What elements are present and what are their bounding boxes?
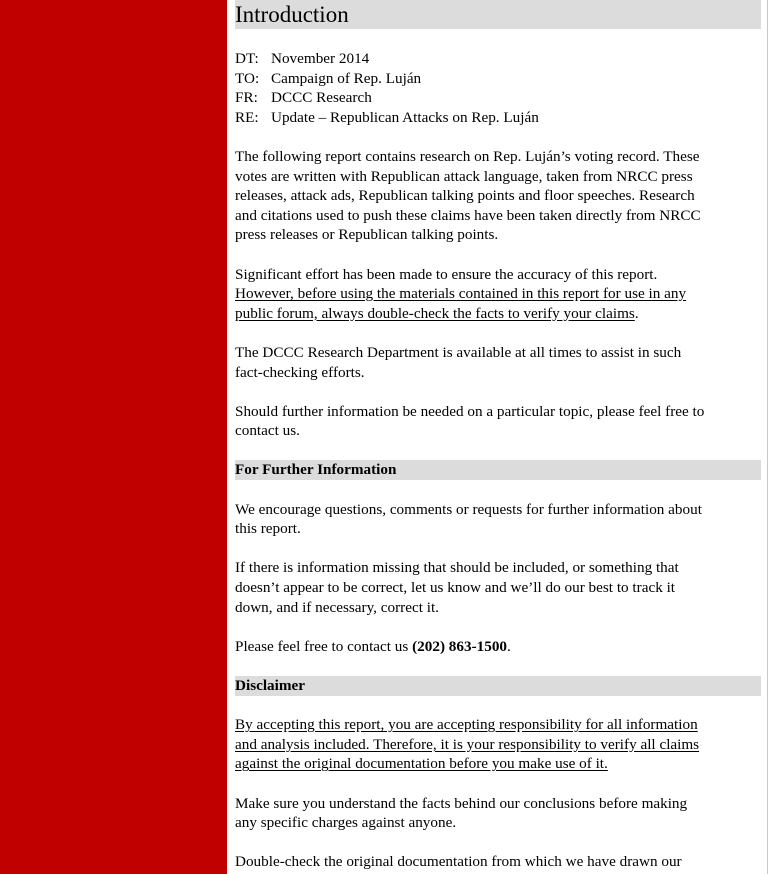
- memo-value-to[interactable]: Campaign of Rep. Luján: [271, 69, 422, 87]
- text-line: press releases or Republican talking points.: [235, 226, 499, 244]
- section-heading-further-info: For Further Information: [235, 460, 761, 480]
- memo-key-re: RE:: [235, 108, 259, 126]
- intro-paragraph-3[interactable]: [235, 343, 761, 382]
- text-line: We encourage questions, comments or requests for further information about: [235, 500, 702, 518]
- intro-paragraph-1[interactable]: [235, 147, 761, 245]
- text-line: Double-check the original documentation from which we have drawn our: [235, 853, 682, 871]
- text-line: this report.: [235, 520, 301, 538]
- memo-value-date[interactable]: November 2014: [271, 50, 370, 67]
- underlined-text-line: public forum, always double-check the facts to verify your claims: [235, 304, 635, 322]
- section-heading-introduction: Introduction: [235, 0, 761, 29]
- text-line: The DCCC Research Department is available at all times to assist in such: [235, 343, 682, 361]
- further-info-paragraph-3[interactable]: [235, 637, 761, 657]
- memo-value-from[interactable]: DCCC Research: [271, 89, 372, 107]
- intro-paragraph-4[interactable]: [235, 402, 761, 441]
- intro-paragraph-2[interactable]: [235, 265, 761, 324]
- text-line: fact-checking efforts.: [235, 363, 365, 381]
- text-period: .: [507, 637, 511, 655]
- document-content: [235, 0, 761, 872]
- memo-row-to: [235, 69, 761, 89]
- memo-key-date: DT:: [235, 50, 259, 67]
- text-line: doesn’t appear to be correct, let us know and we’ll do our best to track it: [235, 579, 676, 597]
- text-line: The following report contains research on Rep. Luján’s voting record. These: [235, 147, 700, 165]
- memo-row-re: [235, 108, 761, 128]
- text-line: down, and if necessary, correct it.: [235, 598, 439, 616]
- text-line: Make sure you understand the facts behind our conclusions before making: [235, 794, 688, 812]
- text-line: votes are written with Republican attack language, taken from NRCC press: [235, 167, 693, 185]
- memo-key-to: TO:: [235, 69, 260, 87]
- underlined-text-line: against the original documentation before you make use of it.: [235, 755, 608, 773]
- text-line: any specific charges against anyone.: [235, 814, 457, 832]
- underlined-text-line: By accepting this report, you are accepting responsibility for all information: [235, 716, 698, 734]
- further-info-paragraph-2[interactable]: [235, 558, 761, 617]
- memo-row-date: [235, 49, 761, 69]
- disclaimer-paragraph-2[interactable]: [235, 794, 761, 833]
- text-line: releases, attack ads, Republican talking points and floor speeches. Research: [235, 187, 695, 205]
- further-info-paragraph-1[interactable]: [235, 500, 761, 539]
- text-line: If there is information missing that should be included, or something that: [235, 559, 679, 577]
- underlined-text-line: and analysis included. Therefore, it is your responsibility to verify all claims: [235, 735, 700, 753]
- scrollbar-edge: [767, 0, 768, 874]
- memo-row-from: [235, 88, 761, 108]
- text-line: Significant effort has been made to ensure the accuracy of this report.: [235, 265, 658, 283]
- memo-header: [235, 49, 761, 127]
- text-line: Please feel free to contact us: [235, 637, 413, 655]
- text-line: and citations used to push these claims have been taken directly from NRCC: [235, 206, 701, 224]
- disclaimer-paragraph-3[interactable]: [235, 852, 761, 872]
- text-period: .: [634, 304, 639, 322]
- red-sidebar: [0, 0, 227, 874]
- memo-value-re[interactable]: Update – Republican Attacks on Rep. Luján: [271, 108, 539, 126]
- memo-key-from: FR:: [235, 89, 258, 107]
- disclaimer-paragraph-1[interactable]: [235, 715, 761, 774]
- text-line: contact us.: [235, 422, 300, 440]
- underlined-text-line: However, before using the materials contained in this report for use in any: [235, 285, 687, 303]
- section-heading-disclaimer: Disclaimer: [235, 676, 761, 696]
- text-line: Should further information be needed on a particular topic, please feel free to: [235, 402, 705, 420]
- phone-number: (202) 863-1500: [412, 637, 508, 655]
